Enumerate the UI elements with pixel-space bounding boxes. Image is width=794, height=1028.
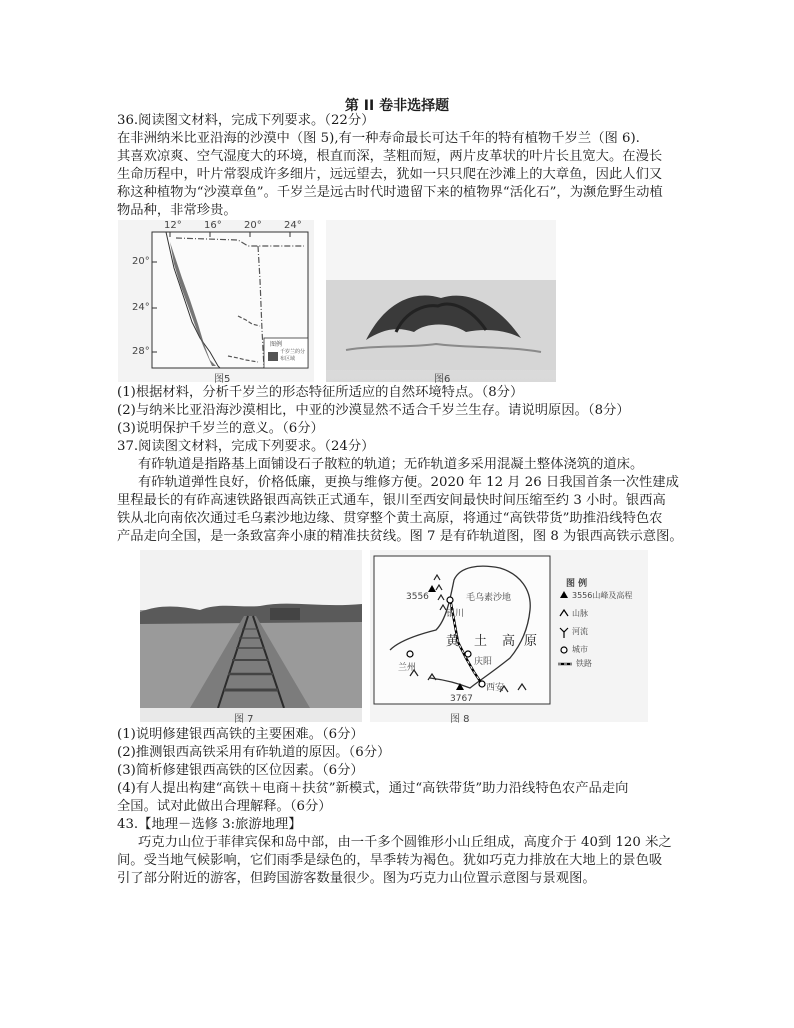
q36-question: (2)与纳米比亚沿海沙漠相比，中亚的沙漠显然不适合千岁兰生存。请说明原因。（8分）: [117, 403, 630, 418]
plateau-label-char: 原: [524, 634, 538, 649]
figure-caption: 图 7: [234, 714, 254, 725]
q37-text-line: 有砟轨道是指路基上面铺设石子散粒的轨道；无砟轨道多采用混凝土整体浇筑的道床。: [138, 457, 644, 472]
city-label: 兰州: [398, 663, 417, 673]
q37-question: 全国。试对此做出合理解释。（6分）: [117, 799, 332, 814]
lon-label: 12°: [164, 220, 182, 231]
lat-label: 20°: [132, 256, 150, 267]
lat-label: 24°: [132, 302, 150, 313]
q36-text-line: 称这种植物为“沙漠章鱼”。千岁兰是远古时代时遗留下来的植物界“活化石”，为濒危野生动植: [117, 185, 663, 200]
figure-caption: 图6: [434, 374, 451, 385]
q36-question: (3)说明保护千岁兰的意义。（6分）: [117, 421, 324, 436]
peak-elevation-label: 3767: [450, 694, 473, 704]
q37-text-line: 铁从北向南依次通过毛乌素沙地边缘、贯穿整个黄土高原，将通过“高铁带货”助推沿线特色农: [117, 511, 663, 526]
welwitschia-plant-image: [326, 220, 556, 382]
figure-caption: 图 8: [450, 714, 470, 725]
lon-label: 16°: [204, 220, 222, 231]
sand-land-label: 毛乌素沙地: [466, 593, 512, 603]
q36-text-line: 其喜欢凉爽、空气湿度大的环境，根直而深，茎粗而短，两片皮革状的叶片长且宽大。在漫长: [117, 149, 663, 164]
q37-question: (3)简析修建银西高铁的区位因素。（6分）: [117, 763, 364, 778]
city-label: 西安: [486, 683, 505, 693]
map-legend-item: 城市: [572, 645, 588, 654]
lat-label: 28°: [132, 346, 150, 357]
city-label: 银川: [446, 609, 465, 619]
q36-text-line: 物品种，非常珍贵。: [117, 203, 237, 218]
lon-label: 20°: [244, 220, 262, 231]
q36-question: (1)根据材料，分析千岁兰的形态特征所适应的自然环境特点。（8分）: [117, 385, 524, 400]
section-title: 第 II 卷非选择题: [344, 98, 450, 114]
q37-question: (2)推测银西高铁采用有砟轨道的原因。（6分）: [117, 745, 391, 760]
q43-text-line: 引了部分附近的游客，但跨国游客数量很少。图为巧克力山位置示意图与景观图。: [117, 871, 596, 886]
figure-6-welwitschia-photo: [326, 220, 556, 385]
q36-text-line: 在非洲纳米比亚沿海的沙漠中（图 5),有一种寿命最长可达千年的特有植物千岁兰（图 6).: [117, 131, 640, 146]
figure-5-namibia-map: [118, 220, 314, 385]
figure-8-yinxi-railway-map: [370, 550, 648, 725]
q37-question: (4)有人提出构建“高铁＋电商＋扶贫”新模式，通过“高铁带货”助力沿线特色农产品走向: [117, 781, 629, 796]
q37-text-line: 产品走向全国，是一条致富奔小康的精准扶贫线。图 7 是有砟轨道图，图 8 为银西高铁示意图。: [117, 529, 683, 544]
q37-text-line: 里程最长的有砟高速铁路银西高铁正式通车，银川至西安间最快时间压缩至约 3 小时。银西高: [117, 493, 666, 508]
map-legend-item: 铁路: [576, 659, 592, 668]
plateau-label-char: 土: [474, 634, 488, 649]
q43-text-line: 巧克力山位于菲律宾保和岛中部，由一千多个圆锥形小山丘组成，高度介于 40到 120 米之: [138, 835, 672, 850]
q43-header: 43.【地理－选修 3:旅游地理】: [117, 817, 302, 832]
map-legend-item: 3556山峰及高程: [572, 591, 633, 600]
plateau-label-char: 黄: [446, 634, 460, 649]
figure-caption: 图5: [214, 374, 231, 385]
map-legend-item: 山脉: [572, 609, 588, 618]
map-legend-title: 图 例: [566, 579, 588, 589]
q36-header: 36.阅读图文材料，完成下列要求。（22分）: [117, 113, 375, 128]
q37-header: 37.阅读图文材料，完成下列要求。（24分）: [117, 439, 375, 454]
map-legend-item: 河流: [572, 627, 588, 636]
map-legend-item: 千岁兰的分布区域: [280, 349, 306, 362]
lon-label: 24°: [284, 220, 302, 231]
railway-track-image: [140, 550, 362, 708]
figure-7-ballast-track-photo: [140, 550, 362, 725]
q37-text-line: 有砟轨道弹性良好，价格低廉，更换与维修方便。2020 年 12 月 26 日我国首条一次性建成: [138, 475, 679, 490]
map-legend-title: 图例: [270, 341, 283, 348]
q43-text-line: 间。受当地气候影响，它们雨季是绿色的，旱季转为褐色。犹如巧克力排放在大地上的景色吸: [117, 853, 663, 868]
q36-text-line: 生命历程中，叶片常裂成许多细片，远远望去，犹如一只只爬在沙滩上的大章鱼，因此人们又: [117, 167, 663, 182]
city-label: 庆阳: [474, 657, 493, 667]
peak-elevation-label: 3556: [406, 592, 429, 602]
plateau-label-char: 高: [502, 634, 516, 649]
q37-question: (1)说明修建银西高铁的主要困难。（6分）: [117, 727, 364, 742]
